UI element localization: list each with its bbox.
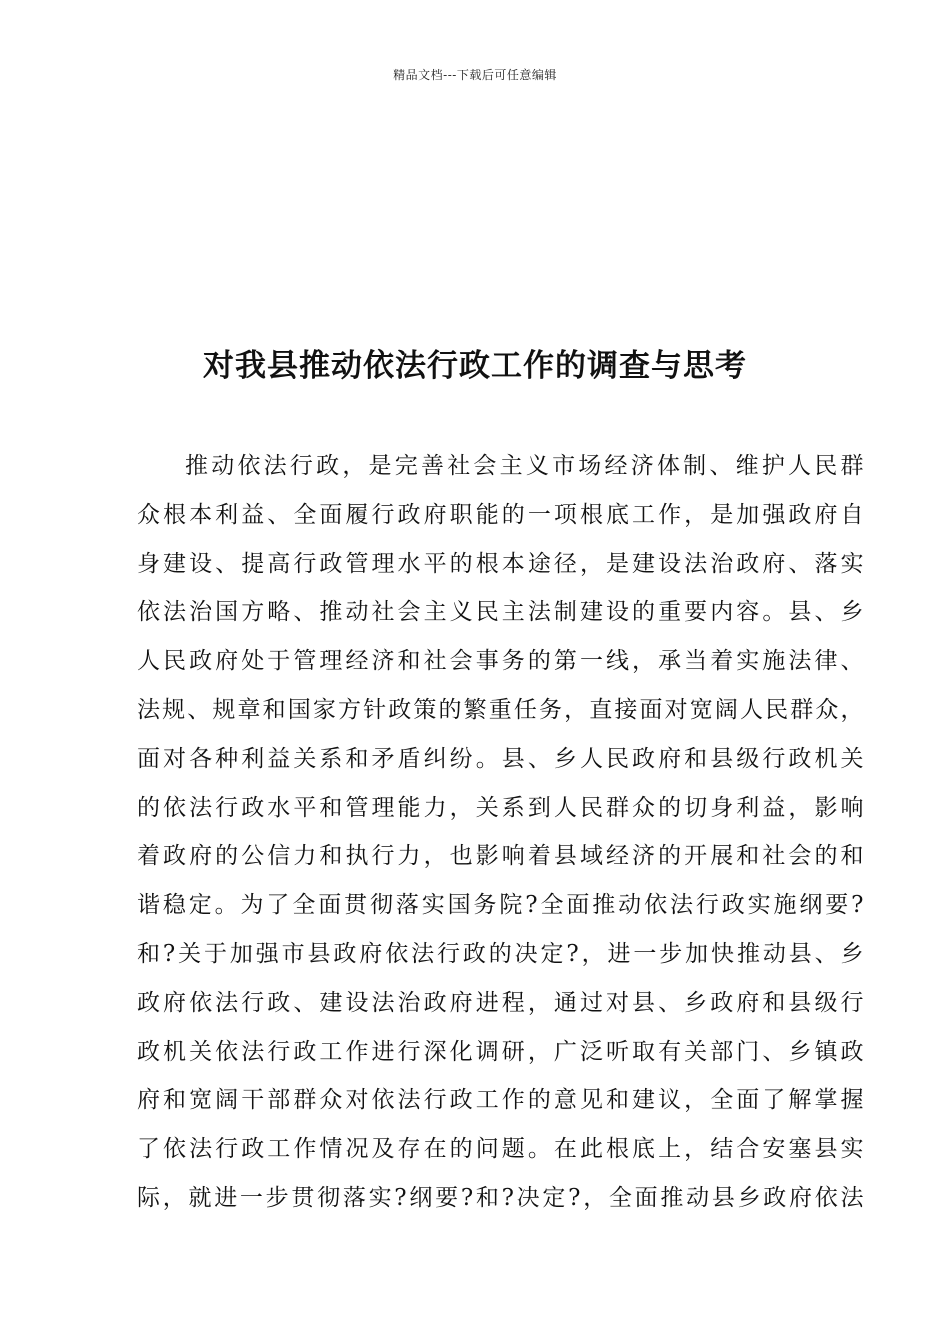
- body-line: 了依法行政工作情况及存在的问题。在此根底上，结合安塞县实: [137, 1136, 865, 1163]
- body-line: 众根本利益、全面履行政府职能的一项根底工作，是加强政府自: [137, 501, 865, 528]
- body-line: 政府依法行政、建设法治政府进程，通过对县、乡政府和县级行: [137, 989, 865, 1016]
- document-body: [137, 442, 865, 1223]
- document-title: 对我县推动依法行政工作的调查与思考: [203, 348, 747, 384]
- body-line: 和?关于加强市县政府依法行政的决定?，进一步加快推动县、乡: [137, 940, 865, 967]
- body-line: 谐稳定。为了全面贯彻落实国务院?全面推动依法行政实施纲要?: [137, 892, 865, 919]
- body-line: 际，就进一步贯彻落实?纲要?和?决定?，全面推动县乡政府依法: [137, 1184, 865, 1211]
- body-line: 着政府的公信力和执行力，也影响着县域经济的开展和社会的和: [137, 843, 865, 870]
- page-header: 精品文档---下载后可任意编辑: [393, 68, 557, 82]
- body-line: 依法治国方略、推动社会主义民主法制建设的重要内容。县、乡: [137, 599, 865, 626]
- body-line: 面对各种利益关系和矛盾纠纷。县、乡人民政府和县级行政机关: [137, 745, 865, 772]
- body-line: 府和宽阔干部群众对依法行政工作的意见和建议，全面了解掌握: [137, 1087, 865, 1114]
- body-line: 政机关依法行政工作进行深化调研，广泛听取有关部门、乡镇政: [137, 1038, 865, 1065]
- body-line: 身建设、提高行政管理水平的根本途径，是建设法治政府、落实: [137, 550, 865, 577]
- body-line: 的依法行政水平和管理能力，关系到人民群众的切身利益，影响: [137, 794, 865, 821]
- body-line: 法规、规章和国家方针政策的繁重任务，直接面对宽阔人民群众，: [137, 696, 865, 723]
- body-line: 推动依法行政，是完善社会主义市场经济体制、维护人民群: [185, 453, 865, 479]
- body-line: 人民政府处于管理经济和社会事务的第一线，承当着实施法律、: [137, 648, 865, 675]
